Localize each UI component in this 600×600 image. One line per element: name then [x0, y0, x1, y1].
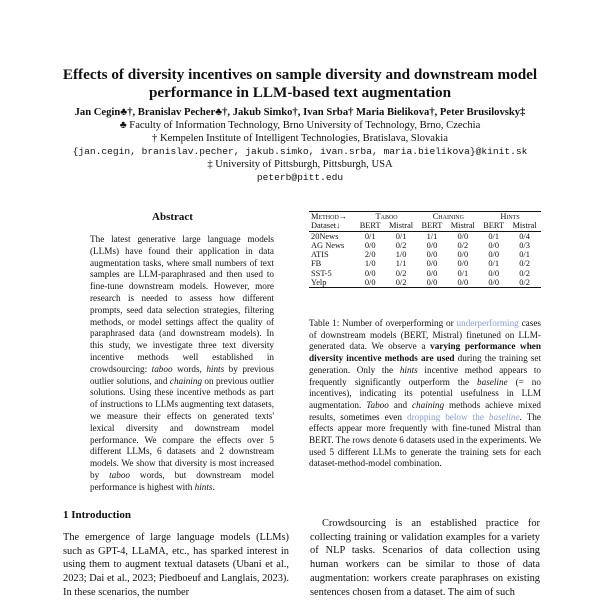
- abstract-text: on previous outlier solutions. Using these incentive methods as part of instructions to LLMs augmenting text datasets, we measure their effects on generated texts' lexical diversity and downstream model performance. We compare the effects over 5 different LLMs, 6 datasets and 2 downstream models. We show that diversity is most increased by: [90, 375, 275, 480]
- result-cell: 1/0: [395, 250, 407, 260]
- affiliation-kinit-emails: {jan.cegin, branislav.pecher, jakub.simko, ivan.srba, maria.bielikova}@kinit.sk: [72, 146, 528, 157]
- affiliation-brno: ♣ Faculty of Information Technology, Brno University of Technology, Brno, Czechia: [119, 120, 481, 131]
- result-cell: 0/3: [519, 240, 530, 250]
- result-cell: 0/0: [426, 259, 438, 269]
- author-list: Jan Cegin♣†, Branislav Pecher♣†, Jakub Simko†, Ivan Srba† Maria Bielikova†, Peter Brusilovsky‡: [74, 107, 526, 118]
- right-column-body: [310, 517, 540, 599]
- result-cell: 0/0: [364, 268, 376, 278]
- table-body: [309, 231, 541, 288]
- caption-dropping: dropping below the: [407, 411, 489, 422]
- table-row: [309, 259, 541, 268]
- caption-text: methods achieve mixed results, sometimes even: [309, 399, 541, 422]
- dataset-name-cell: FB: [311, 259, 322, 269]
- crowdsourcing-paragraph: Crowdsourcing is an established practice for collecting training or validation examples for a variety of NLP tasks. Scenarios of data collection using human workers can be similar to those of data augmentation: workers create paraphrases on existing sentences chosen from a dataset. The aim of such: [310, 518, 540, 598]
- group-taboo: Taboo: [356, 212, 418, 222]
- result-cell: 0/0: [446, 278, 479, 288]
- abstract-heading: Abstract: [152, 211, 193, 223]
- result-cell: 0/1: [519, 250, 530, 260]
- intro-paragraph: The emergence of large language models (LLMs) such as GPT-4, LLaMA, etc., has sparked interest in using them to augment textual datasets (Ubani et al., 2023; Dai et al., 2023; Piedboeuf and Langlais, 2023). In these scenarios, the number: [63, 532, 289, 598]
- table-row: [309, 250, 541, 259]
- dataset-name-cell: Yelp: [309, 278, 356, 288]
- subcol: Mistral: [508, 221, 541, 231]
- result-cell: 0/0: [426, 250, 438, 260]
- result-cell: 0/2: [395, 240, 407, 250]
- abstract-taboo: taboo: [109, 469, 131, 480]
- dataset-name-cell: AG News: [311, 240, 345, 250]
- result-cell: 0/1: [364, 231, 376, 241]
- result-cell: 0/1: [395, 231, 407, 241]
- method-label: Method→: [309, 212, 356, 222]
- dataset-name-cell: ATIS: [311, 250, 329, 260]
- affiliation-pitt-email: peterb@pitt.edu: [256, 172, 344, 183]
- result-cell: 0/0: [417, 278, 446, 288]
- group-hints: Hints: [479, 212, 541, 222]
- result-cell: 0/0: [457, 231, 469, 241]
- group-chaining: Chaining: [417, 212, 479, 222]
- result-cell: 0/2: [508, 278, 541, 288]
- result-cell: 0/0: [488, 268, 500, 278]
- table-header-row: [309, 212, 541, 222]
- abstract-text: The latest generative large language models (LLMs) have found their application in data augmentation tasks, where small numbers of text samples are LLM-paraphrased and then used to fine-tune downstream models. However, more research is needed to assess how different prompts, seed data selection strategies, filtering methods, or model settings affect the quality of paraphrased data (and downstream models). In this study, we investigate three text diversity incentive methods well established in crowdsourcing:: [90, 234, 274, 374]
- caption-chaining: chaining: [411, 399, 445, 410]
- subcol: BERT: [356, 221, 385, 231]
- affiliation-kinit: † Kempelen Institute of Intelligent Technologies, Bratislava, Slovakia: [152, 133, 448, 144]
- result-cell: 0/4: [519, 231, 530, 241]
- result-cell: 0/2: [395, 268, 407, 278]
- result-cell: 2/0: [364, 250, 376, 260]
- table-subheader-row: [309, 221, 541, 231]
- caption-baseline: baseline: [477, 376, 508, 387]
- result-cell: 0/0: [426, 240, 438, 250]
- result-cell: 0/0: [457, 250, 469, 260]
- abstract-text: words,: [172, 363, 207, 374]
- caption-text: (= no incentives), indicating its potential usefulness in LLM augmentation.: [309, 376, 541, 410]
- abstract-text: .: [212, 481, 215, 492]
- result-cell: 0/2: [385, 278, 418, 288]
- abstract-text: by previous outlier solutions, and: [90, 363, 274, 386]
- subcol: Mistral: [446, 221, 479, 231]
- result-cell: 0/0: [364, 240, 376, 250]
- dataset-name-cell: 20News: [311, 231, 339, 241]
- caption-text: cases of downstream models (BERT, Mistral) finetuned on LLM-generated data. We observe a: [309, 318, 541, 352]
- intro-body: [63, 531, 289, 600]
- result-cell: 0/1: [457, 268, 469, 278]
- dataset-name-cell: SST-5: [311, 268, 332, 278]
- result-cell: 0/2: [519, 268, 530, 278]
- result-cell: 0/1: [488, 259, 500, 269]
- caption-text: . The effects appear more frequently with fine-tuned Mistral than BERT. The rows denote 6 datasets used in the experiments. We used 5 different LLMs to generate the training sets for each dataset-method-model combination.: [309, 411, 541, 469]
- result-cell: 0/1: [488, 231, 500, 241]
- caption-underperforming: underperforming: [456, 318, 519, 328]
- abstract-body: [90, 234, 274, 494]
- table-row: [309, 269, 541, 278]
- result-cell: 0/0: [356, 278, 385, 288]
- table-caption: [309, 318, 541, 470]
- title-line-2: performance in LLM-based text augmentation: [148, 84, 452, 101]
- caption-text: and: [388, 399, 412, 410]
- result-cell: 1/1: [395, 259, 407, 269]
- table-row: [309, 241, 541, 250]
- abstract-chaining: chaining: [169, 375, 203, 386]
- result-cell: 0/0: [457, 259, 469, 269]
- abstract-text: words, but downstream model performance is highest with: [90, 469, 274, 492]
- table-row: [309, 231, 541, 241]
- caption-text: Table 1: Number of overperforming or: [309, 318, 457, 328]
- result-cell: 0/0: [426, 268, 438, 278]
- caption-baseline: baseline: [488, 411, 520, 422]
- result-cell: 0/0: [479, 278, 508, 288]
- result-cell: 0/2: [519, 259, 530, 269]
- result-cell: 0/0: [488, 240, 500, 250]
- abstract-hints: hints: [206, 363, 225, 374]
- caption-taboo: Taboo: [366, 399, 389, 410]
- result-cell: 1/0: [364, 259, 376, 269]
- title-line-1: Effects of diversity incentives on sample diversity and downstream model: [62, 66, 538, 83]
- subcol: BERT: [479, 221, 508, 231]
- caption-text: during the training set generation. Only the: [309, 353, 542, 375]
- abstract-taboo: taboo: [151, 363, 173, 374]
- dataset-label: Dataset↓: [309, 221, 356, 231]
- results-table: [309, 211, 541, 288]
- caption-hints: hints: [399, 364, 418, 375]
- affiliation-pitt: ‡ University of Pittsburgh, Pittsburgh, USA: [207, 159, 393, 170]
- result-cell: 0/0: [488, 250, 500, 260]
- caption-text: incentive method appears to frequently significantly outperform the: [309, 364, 542, 387]
- result-cell: 0/2: [457, 240, 469, 250]
- result-cell: 1/1: [426, 231, 438, 241]
- subcol: BERT: [417, 221, 446, 231]
- paper-title: [40, 66, 560, 102]
- table-row: [309, 278, 541, 288]
- caption-bold-finding: varying performance when diversity incentive methods are used: [309, 341, 541, 364]
- intro-heading: 1 Introduction: [63, 509, 131, 521]
- subcol: Mistral: [385, 221, 418, 231]
- abstract-hints: hints: [194, 481, 213, 492]
